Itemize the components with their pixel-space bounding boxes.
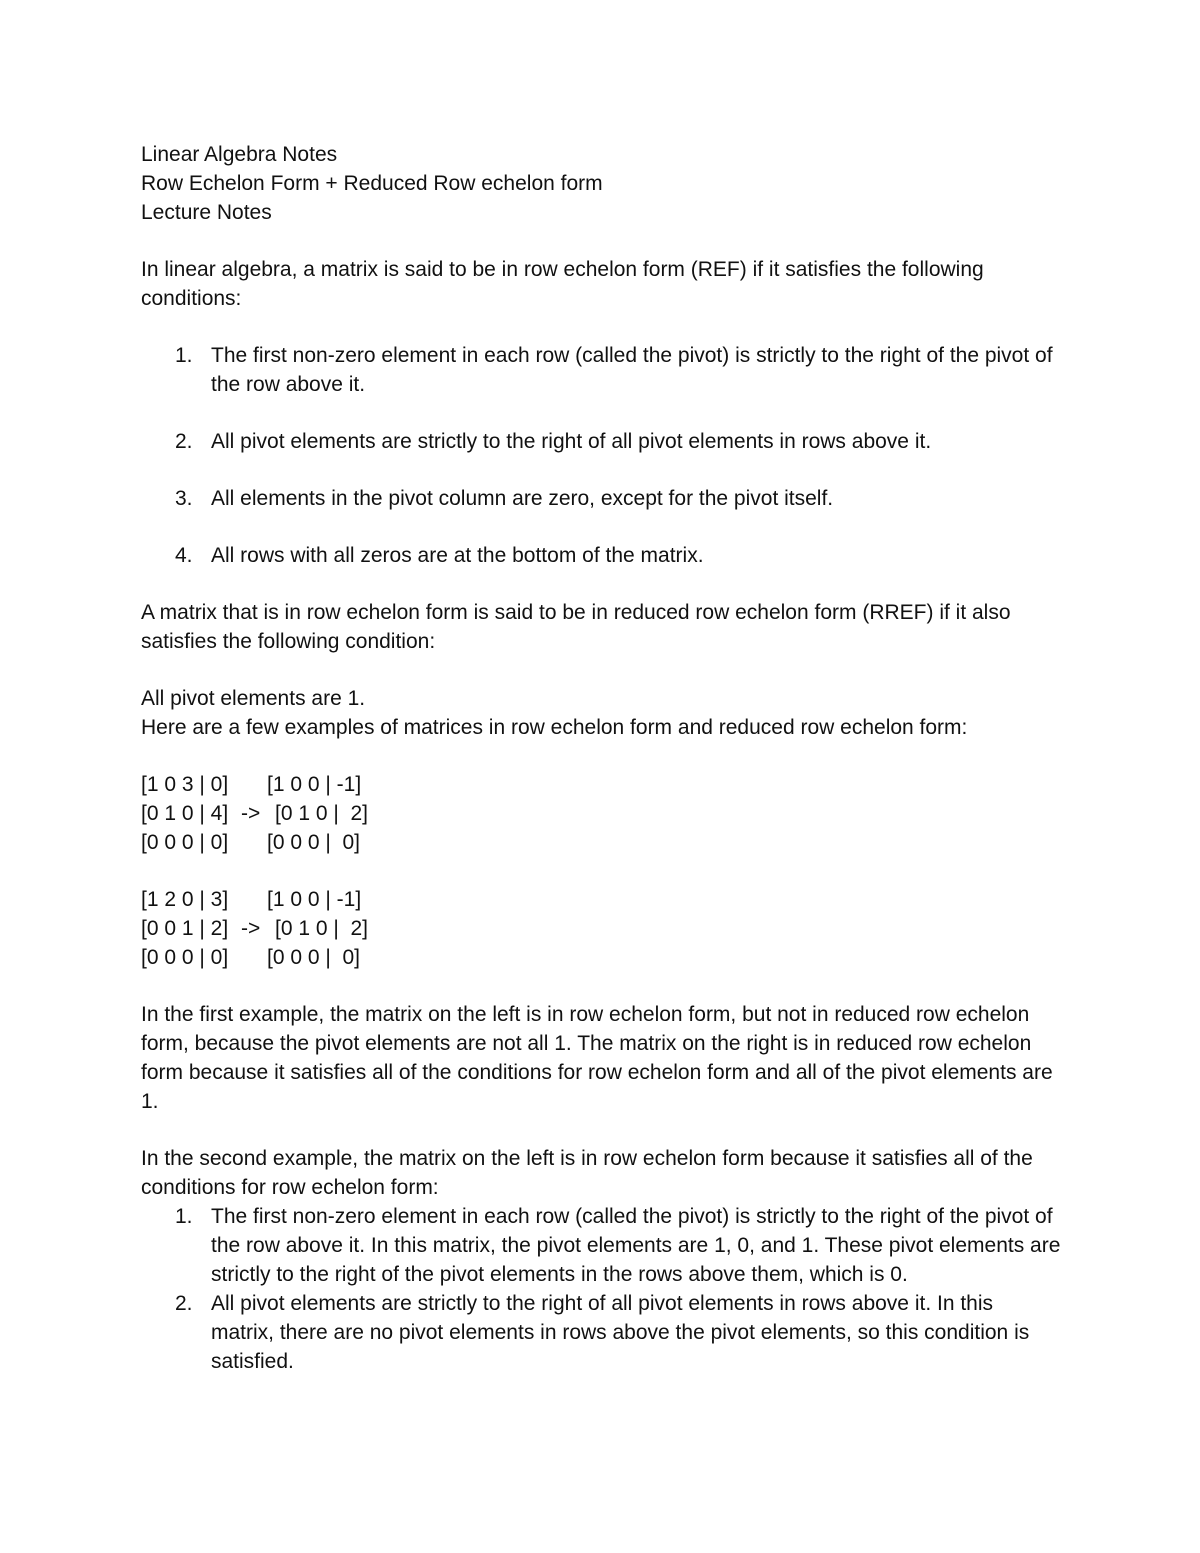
list-item [141,484,1061,513]
matrix-row [141,943,1061,972]
matrix-row [141,828,1061,857]
matrix-left: [0 0 0 | 0] [141,946,229,969]
matrix-right: [1 0 0 | -1] [267,888,362,911]
matrix-left: [1 0 3 | 0] [141,773,229,796]
list-item [141,1202,1061,1289]
list-number: 2. [175,430,193,453]
matrix-left: [0 0 0 | 0] [141,831,229,854]
explanation-first-example: In the first example, the matrix on the left is in row echelon form, but not in reduced row echelon form, because the pivot elements are not all 1. The matrix on the right is in reduced row echelon form because it satisfies all of the conditions for row echelon form and all of the pivot elements are 1. [141,1003,1053,1113]
rref-condition: All pivot elements are 1. [141,687,366,710]
doc-subtitle: Row Echelon Form + Reduced Row echelon form [141,172,603,195]
intro-paragraph: In linear algebra, a matrix is said to be in row echelon form (REF) if it satisfies the following conditions: [141,258,984,310]
matrix-row [141,799,1061,828]
matrix-arrow: -> [241,917,261,940]
list-item [141,427,1061,456]
matrix-right: [0 1 0 | 2] [275,917,369,940]
list-item [141,1289,1061,1376]
rref-intro-paragraph: A matrix that is in row echelon form is said to be in reduced row echelon form (RREF) if it also satisfies the following condition: [141,601,1011,653]
matrix-left: [0 0 1 | 2] [141,917,229,940]
matrix-row [141,914,1061,943]
list-text: All pivot elements are strictly to the right of all pivot elements in rows above it. In this matrix, there are no pivot elements in rows above the pivot elements, so this condition is satisfied. [211,1292,1030,1373]
list-text: All pivot elements are strictly to the right of all pivot elements in rows above it. [211,430,932,453]
list-number: 1. [175,1205,193,1228]
ref-conditions-list [141,341,1061,570]
matrix-right: [0 0 0 | 0] [267,831,361,854]
matrix-right: [0 0 0 | 0] [267,946,361,969]
list-text: The first non-zero element in each row (called the pivot) is strictly to the right of the pivot of the row above it. [211,344,1053,396]
list-number: 2. [175,1292,193,1315]
list-text: All rows with all zeros are at the bottom of the matrix. [211,544,704,567]
example1-matrices [141,770,1061,857]
list-text: The first non-zero element in each row (called the pivot) is strictly to the right of the pivot of the row above it. In this matrix, the pivot elements are 1, 0, and 1. These pivot elements are strictly to the right of the pivot elements in the rows above them, which is 0. [211,1205,1061,1286]
matrix-arrow: -> [241,802,261,825]
matrix-right: [1 0 0 | -1] [267,773,362,796]
example2-matrices [141,885,1061,972]
list-number: 1. [175,344,193,367]
matrix-row [141,885,1061,914]
document-page [141,140,1061,1376]
doc-title: Linear Algebra Notes [141,143,338,166]
examples-intro: Here are a few examples of matrices in row echelon form and reduced row echelon form: [141,716,968,739]
doc-kind: Lecture Notes [141,201,272,224]
matrix-left: [1 2 0 | 3] [141,888,229,911]
list-item [141,341,1061,399]
list-number: 4. [175,544,193,567]
list-item [141,541,1061,570]
list-text: All elements in the pivot column are zero, except for the pivot itself. [211,487,834,510]
matrix-left: [0 1 0 | 4] [141,802,229,825]
matrix-right: [0 1 0 | 2] [275,802,369,825]
explanation-second-example: In the second example, the matrix on the left is in row echelon form because it satisfies all of the conditions for row echelon form: [141,1147,1033,1199]
example2-conditions-list [141,1202,1061,1376]
list-number: 3. [175,487,193,510]
matrix-row [141,770,1061,799]
